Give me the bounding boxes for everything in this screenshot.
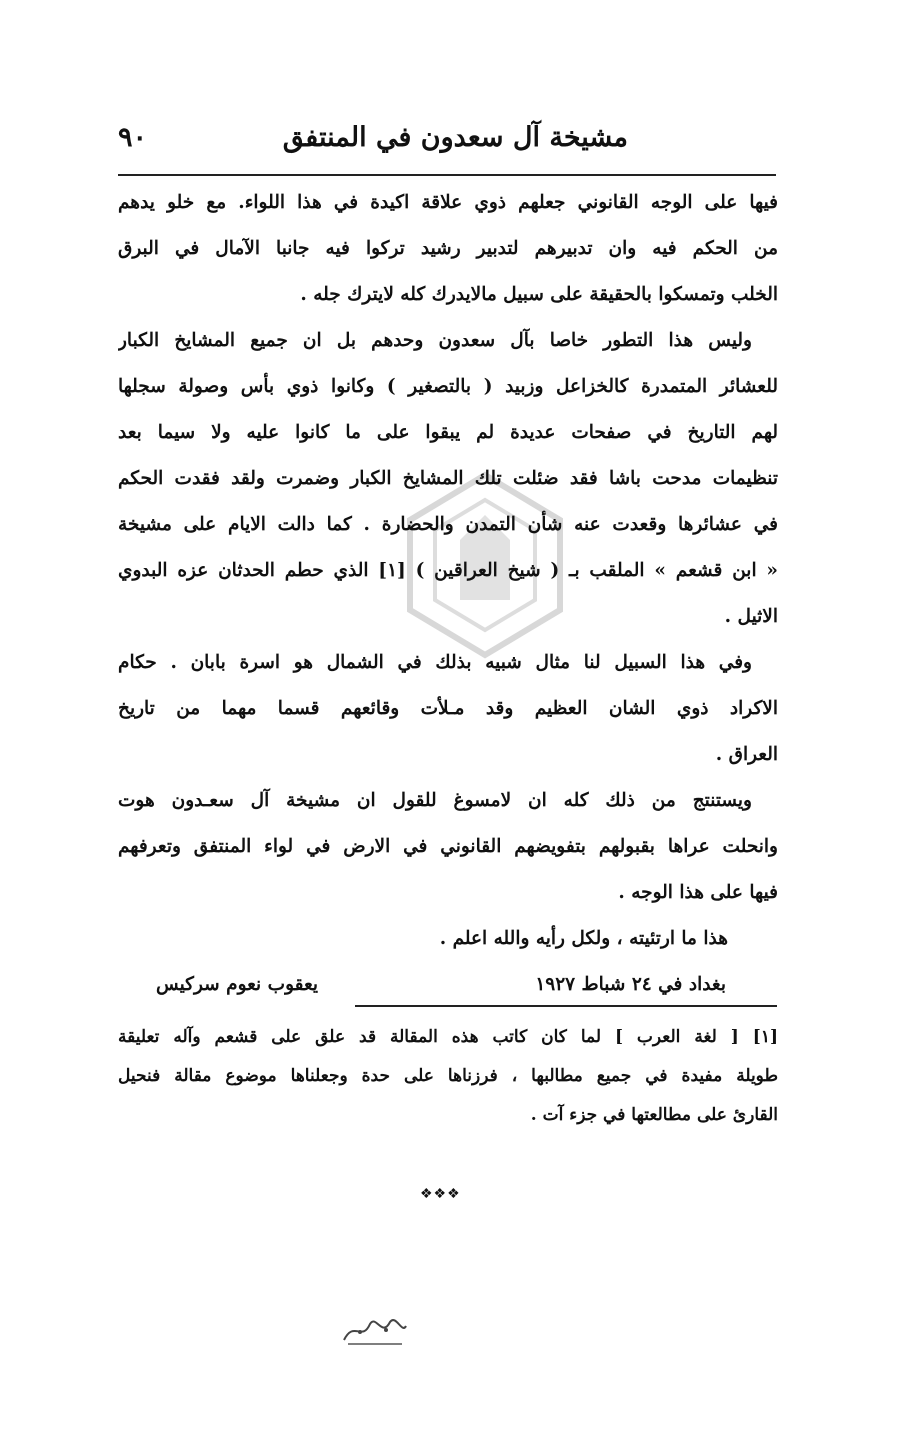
text-line: وفي هذا السبيل لنا مثال شبيه بذلك في الشمال هو اسرة بابان . حكام bbox=[118, 652, 752, 673]
page-number: ٩٠ bbox=[118, 122, 148, 153]
text-line: تنظيمات مدحت باشا فقد ضئلت تلك المشايخ الكبار وضمرت ولقد فقدت الحكم bbox=[118, 468, 778, 489]
footnote-line: [١] [ لغة العرب ] لما كان كاتب هذه المقالة قد علق على قشعم وآله تعليقة bbox=[118, 1027, 778, 1047]
text-line: الاثيل . bbox=[724, 606, 778, 627]
footnote-rule bbox=[355, 1005, 777, 1007]
footnotes bbox=[118, 1018, 778, 1135]
text-line: وانحلت عراها بقبولهم بتفويضهم القانوني في الارض في لواء المنتفق وتعرفهم bbox=[118, 836, 778, 857]
footnote-line: طويلة مفيدة في جميع مطالبها ، فرزناها على حدة وجعلناها موضوع مقالة فنحيل bbox=[118, 1066, 778, 1086]
text-line: الاكراد ذوي الشان العظيم وقد مـلأت وقائعهم قسما مهما من تاريخ bbox=[118, 698, 778, 719]
text-line: لهم التاريخ في صفحات عديدة لم يبقوا على ما كانوا عليه ولا سيما بعد bbox=[118, 422, 778, 443]
text-line: في عشائرها وقعدت عنه شأن التمدن والحضارة . كما دالت الايام على مشيخة bbox=[118, 514, 778, 535]
signature-row bbox=[118, 962, 778, 1008]
text-line: وليس هذا التطور خاصا بآل سعدون وحدهم بل ان جميع المشايخ الكبار bbox=[118, 330, 752, 351]
text-line: فيها على الوجه القانوني جعلهم ذوي علاقة اكيدة في هذا اللواء. مع خلو يدهم bbox=[118, 192, 778, 213]
text-line: هذا ما ارتئيته ، ولكل رأيه والله اعلم . bbox=[439, 928, 728, 949]
text-line: « ابن قشعم » الملقب بـ ( شيخ العراقين ) [١] الذي حطم الحدثان عزه البدوي bbox=[118, 560, 778, 581]
text-line: العراق . bbox=[715, 744, 778, 765]
text-line: للعشائر المتمدرة كالخزاعل وزبيد ( بالتصغير ) وكانوا ذوي بأس وصولة سجلها bbox=[118, 376, 778, 397]
page-header bbox=[118, 122, 778, 166]
header-rule bbox=[118, 174, 776, 176]
text-line: من الحكم فيه وان تدبيرهم لتدبير رشيد تركوا فيه جانبا الآمال في البرق bbox=[118, 238, 778, 259]
signature-place-date: بغداد في ٢٤ شباط ١٩٢٧ bbox=[535, 974, 726, 995]
end-ornament: ❖❖❖ bbox=[420, 1186, 461, 1202]
footnote-line: القارئ على مطالعتها في جزء آت . bbox=[530, 1105, 778, 1125]
running-title: مشيخة آل سعدون في المنتفق bbox=[282, 122, 628, 153]
signature-author: يعقوب نعوم سركيس bbox=[156, 974, 319, 995]
text-line: الخلب وتمسكوا بالحقيقة على سبيل مالايدرك كله لايترك جله . bbox=[300, 284, 778, 305]
text-line: فيها على هذا الوجه . bbox=[618, 882, 778, 903]
body-text bbox=[118, 180, 778, 1008]
text-line: ويستنتج من ذلك كله ان لامسوغ للقول ان مشيخة آل سعـدون هوت bbox=[118, 790, 752, 811]
library-stamp-icon bbox=[340, 1312, 410, 1348]
